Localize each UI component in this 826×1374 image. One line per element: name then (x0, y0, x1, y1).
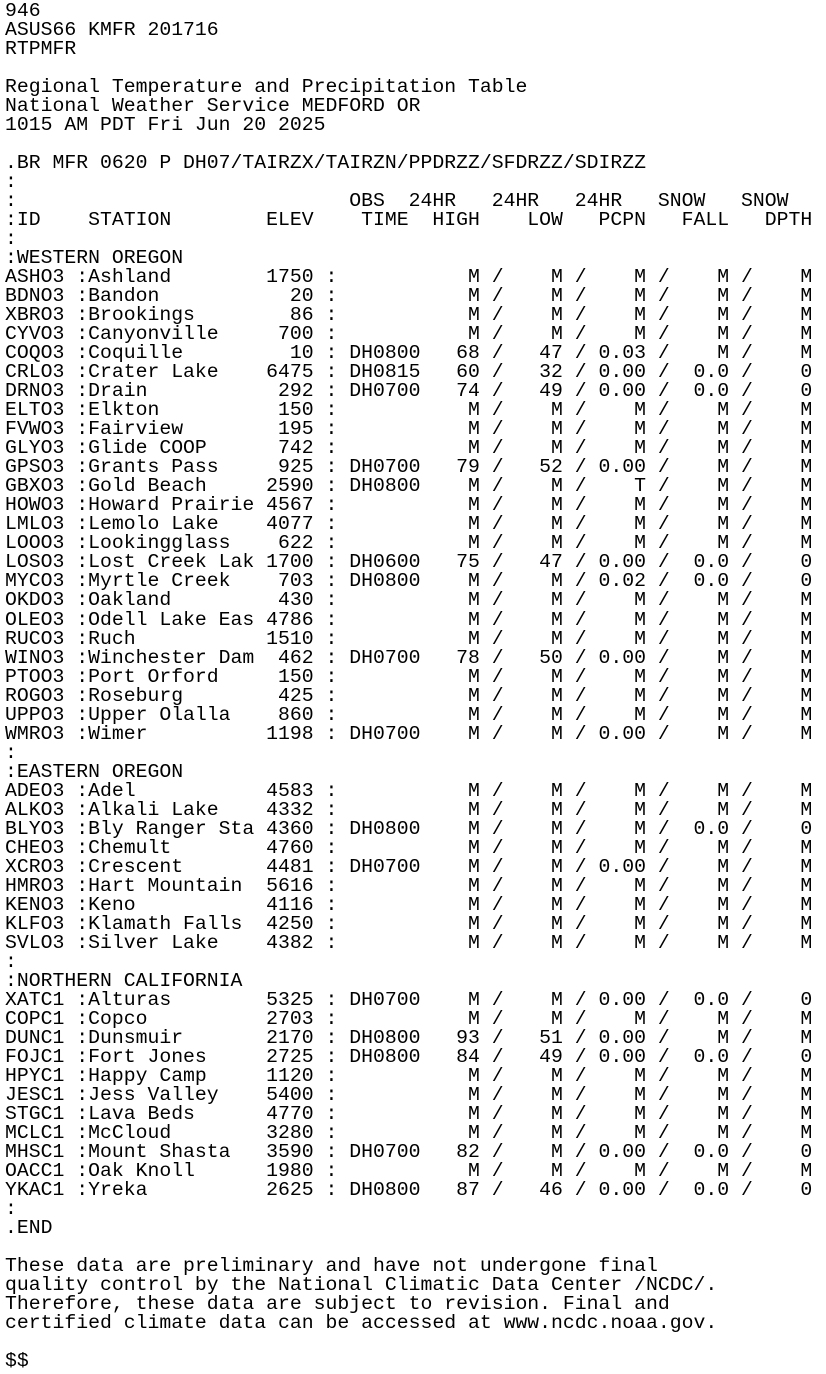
text-line: DRNO3 :Drain 292 : DH0700 74 / 49 / 0.00 / 0.0 / 0 (5, 380, 813, 403)
text-line: KENO3 :Keno 4116 : M / M / M / M / M (5, 893, 813, 916)
text-line: .END (5, 1217, 53, 1239)
text-line: KLFO3 :Klamath Falls 4250 : M / M / M / M / M (5, 912, 813, 935)
text-line: LOSO3 :Lost Creek Lak 1700 : DH0600 75 / 47 / 0.00 / 0.0 / 0 (5, 551, 813, 574)
text-line: : (5, 1197, 17, 1220)
text-line: RTPMFR (5, 38, 77, 61)
text-line: HOWO3 :Howard Prairie 4567 : M / M / M / M / M (5, 494, 813, 517)
text-line: CYVO3 :Canyonville 700 : M / M / M / M / M (5, 323, 813, 346)
text-line: STGC1 :Lava Beds 4770 : M / M / M / M / M (5, 1102, 813, 1125)
text-line: National Weather Service MEDFORD OR (5, 95, 421, 118)
text-line: ASUS66 KMFR 201716 (5, 19, 219, 42)
text-line: CRLO3 :Crater Lake 6475 : DH0815 60 / 32 / 0.00 / 0.0 / 0 (5, 361, 813, 384)
text-line: LMLO3 :Lemolo Lake 4077 : M / M / M / M / M (5, 513, 813, 536)
text-line: ASHO3 :Ashland 1750 : M / M / M / M / M (5, 266, 813, 289)
text-line: : (5, 950, 17, 973)
text-line: YKAC1 :Yreka 2625 : DH0800 87 / 46 / 0.00 / 0.0 / 0 (5, 1178, 813, 1201)
text-line: WMRO3 :Wimer 1198 : DH0700 M / M / 0.00 / M / M (5, 722, 813, 745)
text-line: OACC1 :Oak Knoll 1980 : M / M / M / M / M (5, 1159, 813, 1182)
text-line: RUCO3 :Ruch 1510 : M / M / M / M / M (5, 627, 813, 650)
text-line: JESC1 :Jess Valley 5400 : M / M / M / M / M (5, 1083, 813, 1106)
text-line: GLYO3 :Glide COOP 742 : M / M / M / M / M (5, 437, 813, 460)
text-line: : (5, 741, 17, 764)
text-line: : OBS 24HR 24HR 24HR SNOW SNOW (5, 190, 789, 213)
text-line: :WESTERN OREGON (5, 247, 184, 270)
text-line: MYCO3 :Myrtle Creek 703 : DH0800 M / M / 0.02 / 0.0 / 0 (5, 570, 813, 593)
text-line: :EASTERN OREGON (5, 760, 184, 783)
text-line (5, 1333, 826, 1352)
text-line: 1015 AM PDT Fri Jun 20 2025 (5, 114, 326, 137)
text-line: ALKO3 :Alkali Lake 4332 : M / M / M / M / M (5, 798, 813, 821)
text-line: FVWO3 :Fairview 195 : M / M / M / M / M (5, 418, 813, 441)
text-line: BLYO3 :Bly Ranger Sta 4360 : DH0800 M / M / M / 0.0 / 0 (5, 817, 813, 840)
text-line: FOJC1 :Fort Jones 2725 : DH0800 84 / 49 / 0.00 / 0.0 / 0 (5, 1045, 813, 1068)
text-line: :ID STATION ELEV TIME HIGH LOW PCPN FALL DPTH (5, 209, 813, 232)
text-line: HMRO3 :Hart Mountain 5616 : M / M / M / M / M (5, 874, 813, 897)
text-line: : (5, 228, 17, 251)
text-line: These data are preliminary and have not undergone final (5, 1255, 658, 1278)
text-line: MCLC1 :McCloud 3280 : M / M / M / M / M (5, 1121, 813, 1144)
text-line: XCRO3 :Crescent 4481 : DH0700 M / M / 0.00 / M / M (5, 855, 813, 878)
text-line: PTOO3 :Port Orford 150 : M / M / M / M / M (5, 665, 813, 688)
text-line: MHSC1 :Mount Shasta 3590 : DH0700 82 / M / 0.00 / 0.0 / 0 (5, 1140, 813, 1163)
text-line: DUNC1 :Dunsmuir 2170 : DH0800 93 / 51 / 0.00 / M / M (5, 1026, 813, 1049)
text-line: HPYC1 :Happy Camp 1120 : M / M / M / M / M (5, 1064, 813, 1087)
text-line: LOOO3 :Lookingglass 622 : M / M / M / M / M (5, 532, 813, 555)
text-line: BDNO3 :Bandon 20 : M / M / M / M / M (5, 285, 813, 308)
text-line: ROGO3 :Roseburg 425 : M / M / M / M / M (5, 684, 813, 707)
text-line: Regional Temperature and Precipitation Table (5, 76, 528, 99)
text-line: SVLO3 :Silver Lake 4382 : M / M / M / M / M (5, 931, 813, 954)
text-line: CHEO3 :Chemult 4760 : M / M / M / M / M (5, 836, 813, 859)
text-line: ELTO3 :Elkton 150 : M / M / M / M / M (5, 399, 813, 422)
text-line: $$ (5, 1350, 29, 1373)
text-line: OKDO3 :Oakland 430 : M / M / M / M / M (5, 589, 813, 612)
text-line: quality control by the National Climatic Data Center /NCDC/. (5, 1274, 718, 1297)
text-line: UPPO3 :Upper Olalla 860 : M / M / M / M / M (5, 703, 813, 726)
text-line: COQO3 :Coquille 10 : DH0800 68 / 47 / 0.03 / M / M (5, 342, 813, 365)
text-line: :NORTHERN CALIFORNIA (5, 969, 243, 992)
text-line: WINO3 :Winchester Dam 462 : DH0700 78 / 50 / 0.00 / M / M (5, 646, 813, 669)
text-line: ADEO3 :Adel 4583 : M / M / M / M / M (5, 779, 813, 802)
text-line: XATC1 :Alturas 5325 : DH0700 M / M / 0.00 / 0.0 / 0 (5, 988, 813, 1011)
text-line: certified climate data can be accessed at www.ncdc.noaa.gov. (5, 1312, 718, 1335)
text-line: COPC1 :Copco 2703 : M / M / M / M / M (5, 1007, 813, 1030)
text-line: GBXO3 :Gold Beach 2590 : DH0800 M / M / T / M / M (5, 475, 813, 498)
text-line: XBRO3 :Brookings 86 : M / M / M / M / M (5, 304, 813, 327)
text-line: .BR MFR 0620 P DH07/TAIRZX/TAIRZN/PPDRZZ/SFDRZZ/SDIRZZ (5, 152, 647, 175)
text-line: Therefore, these data are subject to revision. Final and (5, 1293, 670, 1316)
text-line: 946 (5, 0, 41, 22)
text-line: OLEO3 :Odell Lake Eas 4786 : M / M / M / M / M (5, 608, 813, 631)
text-line: : (5, 171, 17, 194)
text-line: GPSO3 :Grants Pass 925 : DH0700 79 / 52 / 0.00 / M / M (5, 456, 813, 479)
